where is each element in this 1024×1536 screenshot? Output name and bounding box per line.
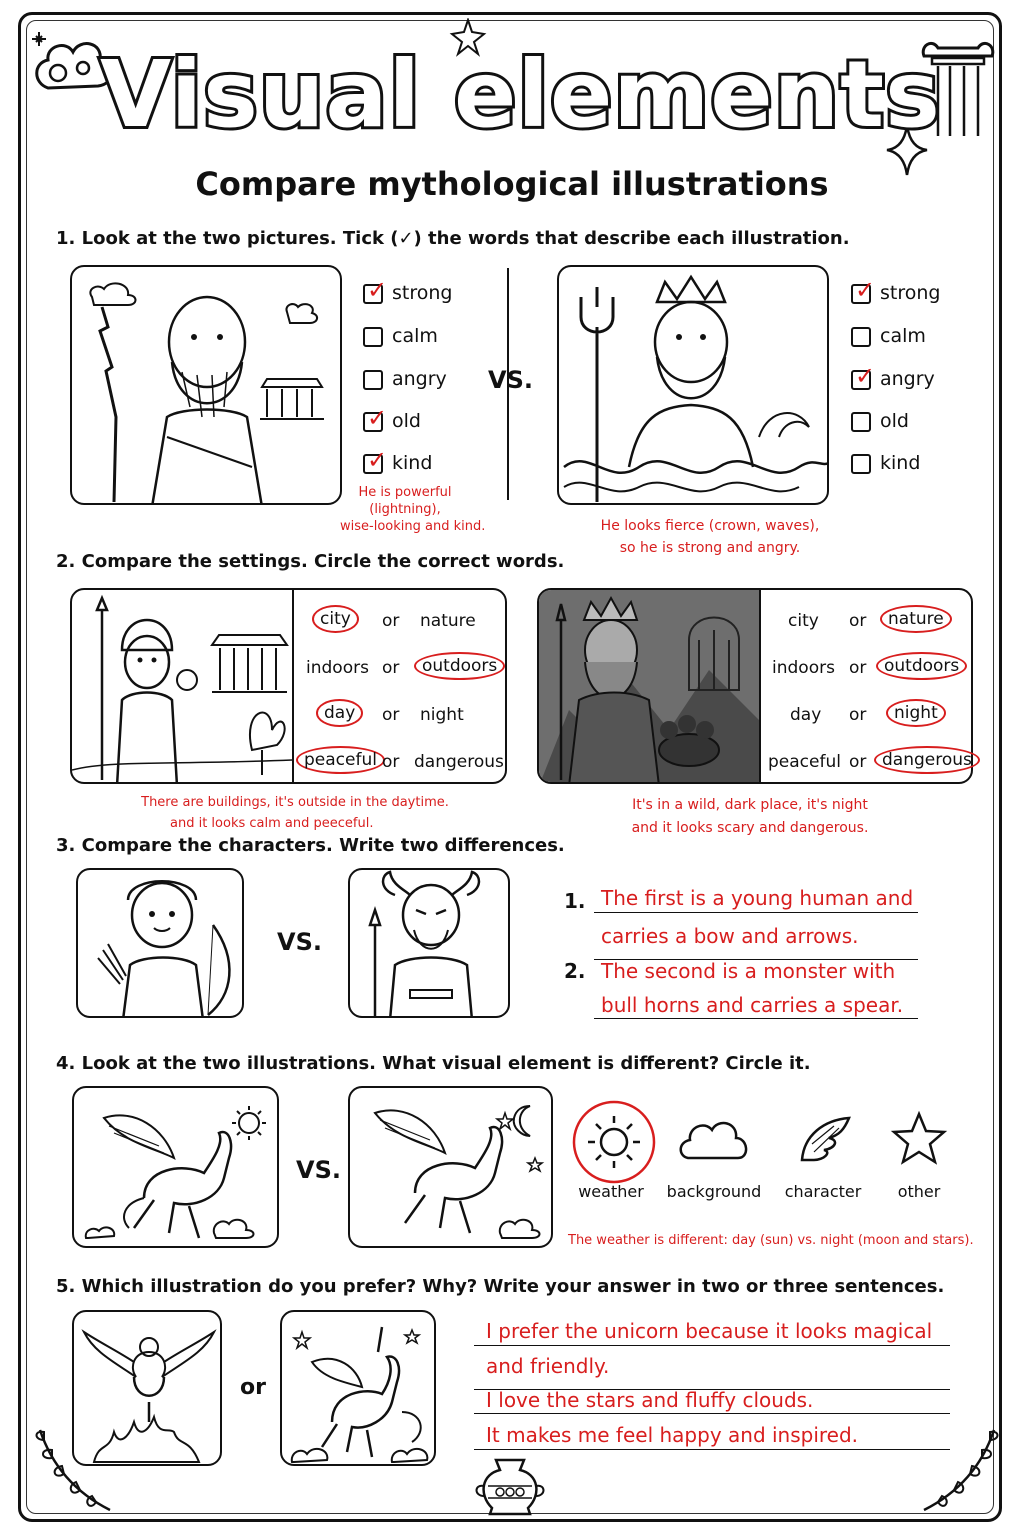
q2-left-outdoors-circle: outdoors xyxy=(414,652,505,680)
q2-left-nature[interactable]: nature xyxy=(420,611,476,631)
q2-or: or xyxy=(849,705,867,725)
q2-left-divider xyxy=(292,590,294,784)
q5-answer-line-1[interactable]: I prefer the unicorn because it looks magical xyxy=(486,1319,933,1343)
q2-left-note-line-2: and it looks calm and peeceful. xyxy=(170,816,374,831)
q2-left-city[interactable] xyxy=(312,609,359,629)
poseidon-illustration xyxy=(557,265,829,505)
q3-writing-line-3 xyxy=(594,1018,918,1019)
q2-right-note-line-1: It's in a wild, dark place, it's night xyxy=(632,797,868,813)
q2-left-day-circle: day xyxy=(316,699,363,727)
q2-or: or xyxy=(849,752,867,772)
q2-right-night-circle: night xyxy=(886,699,946,727)
q1-right-note xyxy=(560,515,860,559)
checkbox-strong-left[interactable]: ✓ xyxy=(363,284,383,304)
minotaur-illustration xyxy=(348,868,510,1018)
question-1-prompt: 1. Look at the two pictures. Tick (✓) the words that describe each illustration. xyxy=(56,228,850,249)
q2-right-outdoors-circle: outdoors xyxy=(876,652,967,680)
q1-vs-label: VS. xyxy=(488,366,533,394)
question-2-prompt: 2. Compare the settings. Circle the correct words. xyxy=(56,551,565,572)
unicorn-illustration xyxy=(280,1310,436,1466)
q3-number-2: 2. xyxy=(564,959,586,983)
q2-left-note-line-1: There are buildings, it's outside in the daytime. xyxy=(141,795,449,810)
word-calm-left: calm xyxy=(392,325,438,347)
checkbox-angry-right[interactable]: ✓ xyxy=(851,370,871,390)
q1-right-note-line-2: so he is strong and angry. xyxy=(619,540,801,556)
q2-or: or xyxy=(849,658,867,678)
checkbox-kind-right[interactable] xyxy=(851,454,871,474)
q2-right-indoors[interactable]: indoors xyxy=(772,658,835,678)
q5-answer-line-3[interactable]: I love the stars and fluffy clouds. xyxy=(486,1388,814,1412)
question-3-prompt: 3. Compare the characters. Write two differences. xyxy=(56,835,565,856)
word-old-left: old xyxy=(392,410,421,432)
word-calm-right: calm xyxy=(880,325,926,347)
q3-number-1: 1. xyxy=(564,889,586,913)
q4-vs-label: VS. xyxy=(296,1156,341,1184)
q2-right-divider xyxy=(759,590,761,784)
q5-writing-line-1 xyxy=(474,1345,950,1346)
sun-icon[interactable] xyxy=(570,1098,658,1186)
q2-right-city[interactable]: city xyxy=(788,611,819,631)
zeus-illustration xyxy=(70,265,342,505)
page-title: Visual elements xyxy=(100,41,941,148)
q2-right-nature-circle: nature xyxy=(880,605,952,633)
star-icon[interactable] xyxy=(890,1110,948,1168)
option-character[interactable]: character xyxy=(784,1182,862,1201)
word-old-right: old xyxy=(880,410,909,432)
question-5-prompt: 5. Which illustration do you prefer? Why? Write your answer in two or three sentences. xyxy=(56,1276,945,1297)
q2-or: or xyxy=(849,611,867,631)
q3-answer-line-1[interactable]: The first is a young human and xyxy=(601,886,914,910)
q2-right-dangerous-circle: dangerous xyxy=(874,746,980,774)
q2-or: or xyxy=(382,752,400,772)
q2-left-dangerous[interactable]: dangerous xyxy=(414,752,504,772)
q2-or: or xyxy=(382,658,400,678)
q2-or: or xyxy=(382,705,400,725)
q2-left-day[interactable] xyxy=(316,703,363,723)
q5-or-label: or xyxy=(240,1375,266,1400)
laurel-right-icon xyxy=(894,1410,1004,1520)
q3-answer-line-3[interactable]: The second is a monster with xyxy=(601,959,896,983)
wing-icon[interactable] xyxy=(794,1110,854,1170)
checkbox-old-right[interactable] xyxy=(851,412,871,432)
q1-left-note-line-3: wise-looking and kind. xyxy=(340,519,486,534)
word-angry-right: angry xyxy=(880,368,935,390)
q2-left-city-circle: city xyxy=(312,605,359,633)
question-4-prompt: 4. Look at the two illustrations. What visual element is different? Circle it. xyxy=(56,1053,811,1074)
checkbox-angry-left[interactable] xyxy=(363,370,383,390)
q2-right-peaceful[interactable]: peaceful xyxy=(768,752,841,772)
q2-right-night[interactable] xyxy=(886,703,946,723)
q3-writing-line-1 xyxy=(594,912,918,913)
word-kind-left: kind xyxy=(392,452,433,474)
q2-right-day[interactable]: day xyxy=(790,705,822,725)
q2-left-note xyxy=(110,792,480,834)
q2-right-outdoors[interactable] xyxy=(876,656,967,676)
q2-right-note xyxy=(600,794,900,840)
word-kind-right: kind xyxy=(880,452,921,474)
q2-left-peaceful-circle: peaceful xyxy=(296,746,385,774)
q2-left-outdoors[interactable] xyxy=(414,656,505,676)
hades-illustration xyxy=(539,590,759,784)
q2-right-dangerous[interactable] xyxy=(874,750,980,770)
word-strong-left: strong xyxy=(392,282,453,304)
word-angry-left: angry xyxy=(392,368,447,390)
q3-vs-label: VS. xyxy=(277,928,322,956)
q2-right-nature[interactable] xyxy=(880,609,952,629)
q1-left-note-line-1: He is powerful xyxy=(358,485,452,500)
option-background[interactable]: background xyxy=(666,1182,762,1201)
pegasus-night-illustration xyxy=(348,1086,553,1248)
q1-right-note-line-1: He looks fierce (crown, waves), xyxy=(600,518,820,534)
q3-answer-line-4[interactable]: bull horns and carries a spear. xyxy=(601,993,904,1017)
q3-answer-line-2[interactable]: carries a bow and arrows. xyxy=(601,924,859,948)
q2-left-indoors[interactable]: indoors xyxy=(306,658,369,678)
checkbox-old-left[interactable]: ✓ xyxy=(363,412,383,432)
q5-answer-line-4[interactable]: It makes me feel happy and inspired. xyxy=(486,1423,859,1447)
pegasus-day-illustration xyxy=(72,1086,279,1248)
checkbox-kind-left[interactable]: ✓ xyxy=(363,454,383,474)
q2-left-night[interactable]: night xyxy=(420,705,464,725)
q4-note: The weather is different: day (sun) vs. night (moon and stars). xyxy=(568,1233,974,1248)
word-strong-right: strong xyxy=(880,282,941,304)
checkbox-calm-right[interactable] xyxy=(851,327,871,347)
athena-illustration xyxy=(72,590,292,784)
q5-writing-line-4 xyxy=(474,1449,950,1450)
q2-or: or xyxy=(382,611,400,631)
greek-vase-icon xyxy=(472,1456,548,1518)
q5-answer-line-2[interactable]: and friendly. xyxy=(486,1354,610,1378)
q1-left-note xyxy=(340,484,486,535)
checkbox-calm-left[interactable] xyxy=(363,327,383,347)
option-weather[interactable]: weather xyxy=(578,1182,644,1201)
q2-right-note-line-2: and it looks scary and dangerous. xyxy=(631,820,869,836)
archer-illustration xyxy=(76,868,244,1018)
checkbox-strong-right[interactable]: ✓ xyxy=(851,284,871,304)
q2-left-peaceful[interactable] xyxy=(296,750,385,770)
laurel-left-icon xyxy=(30,1410,140,1520)
q5-writing-line-3 xyxy=(474,1413,950,1414)
option-other[interactable]: other xyxy=(897,1182,941,1201)
cloud-icon[interactable] xyxy=(676,1112,752,1168)
q1-left-note-line-2: (lightning), xyxy=(369,502,441,517)
page-subtitle: Compare mythological illustrations xyxy=(195,165,829,203)
